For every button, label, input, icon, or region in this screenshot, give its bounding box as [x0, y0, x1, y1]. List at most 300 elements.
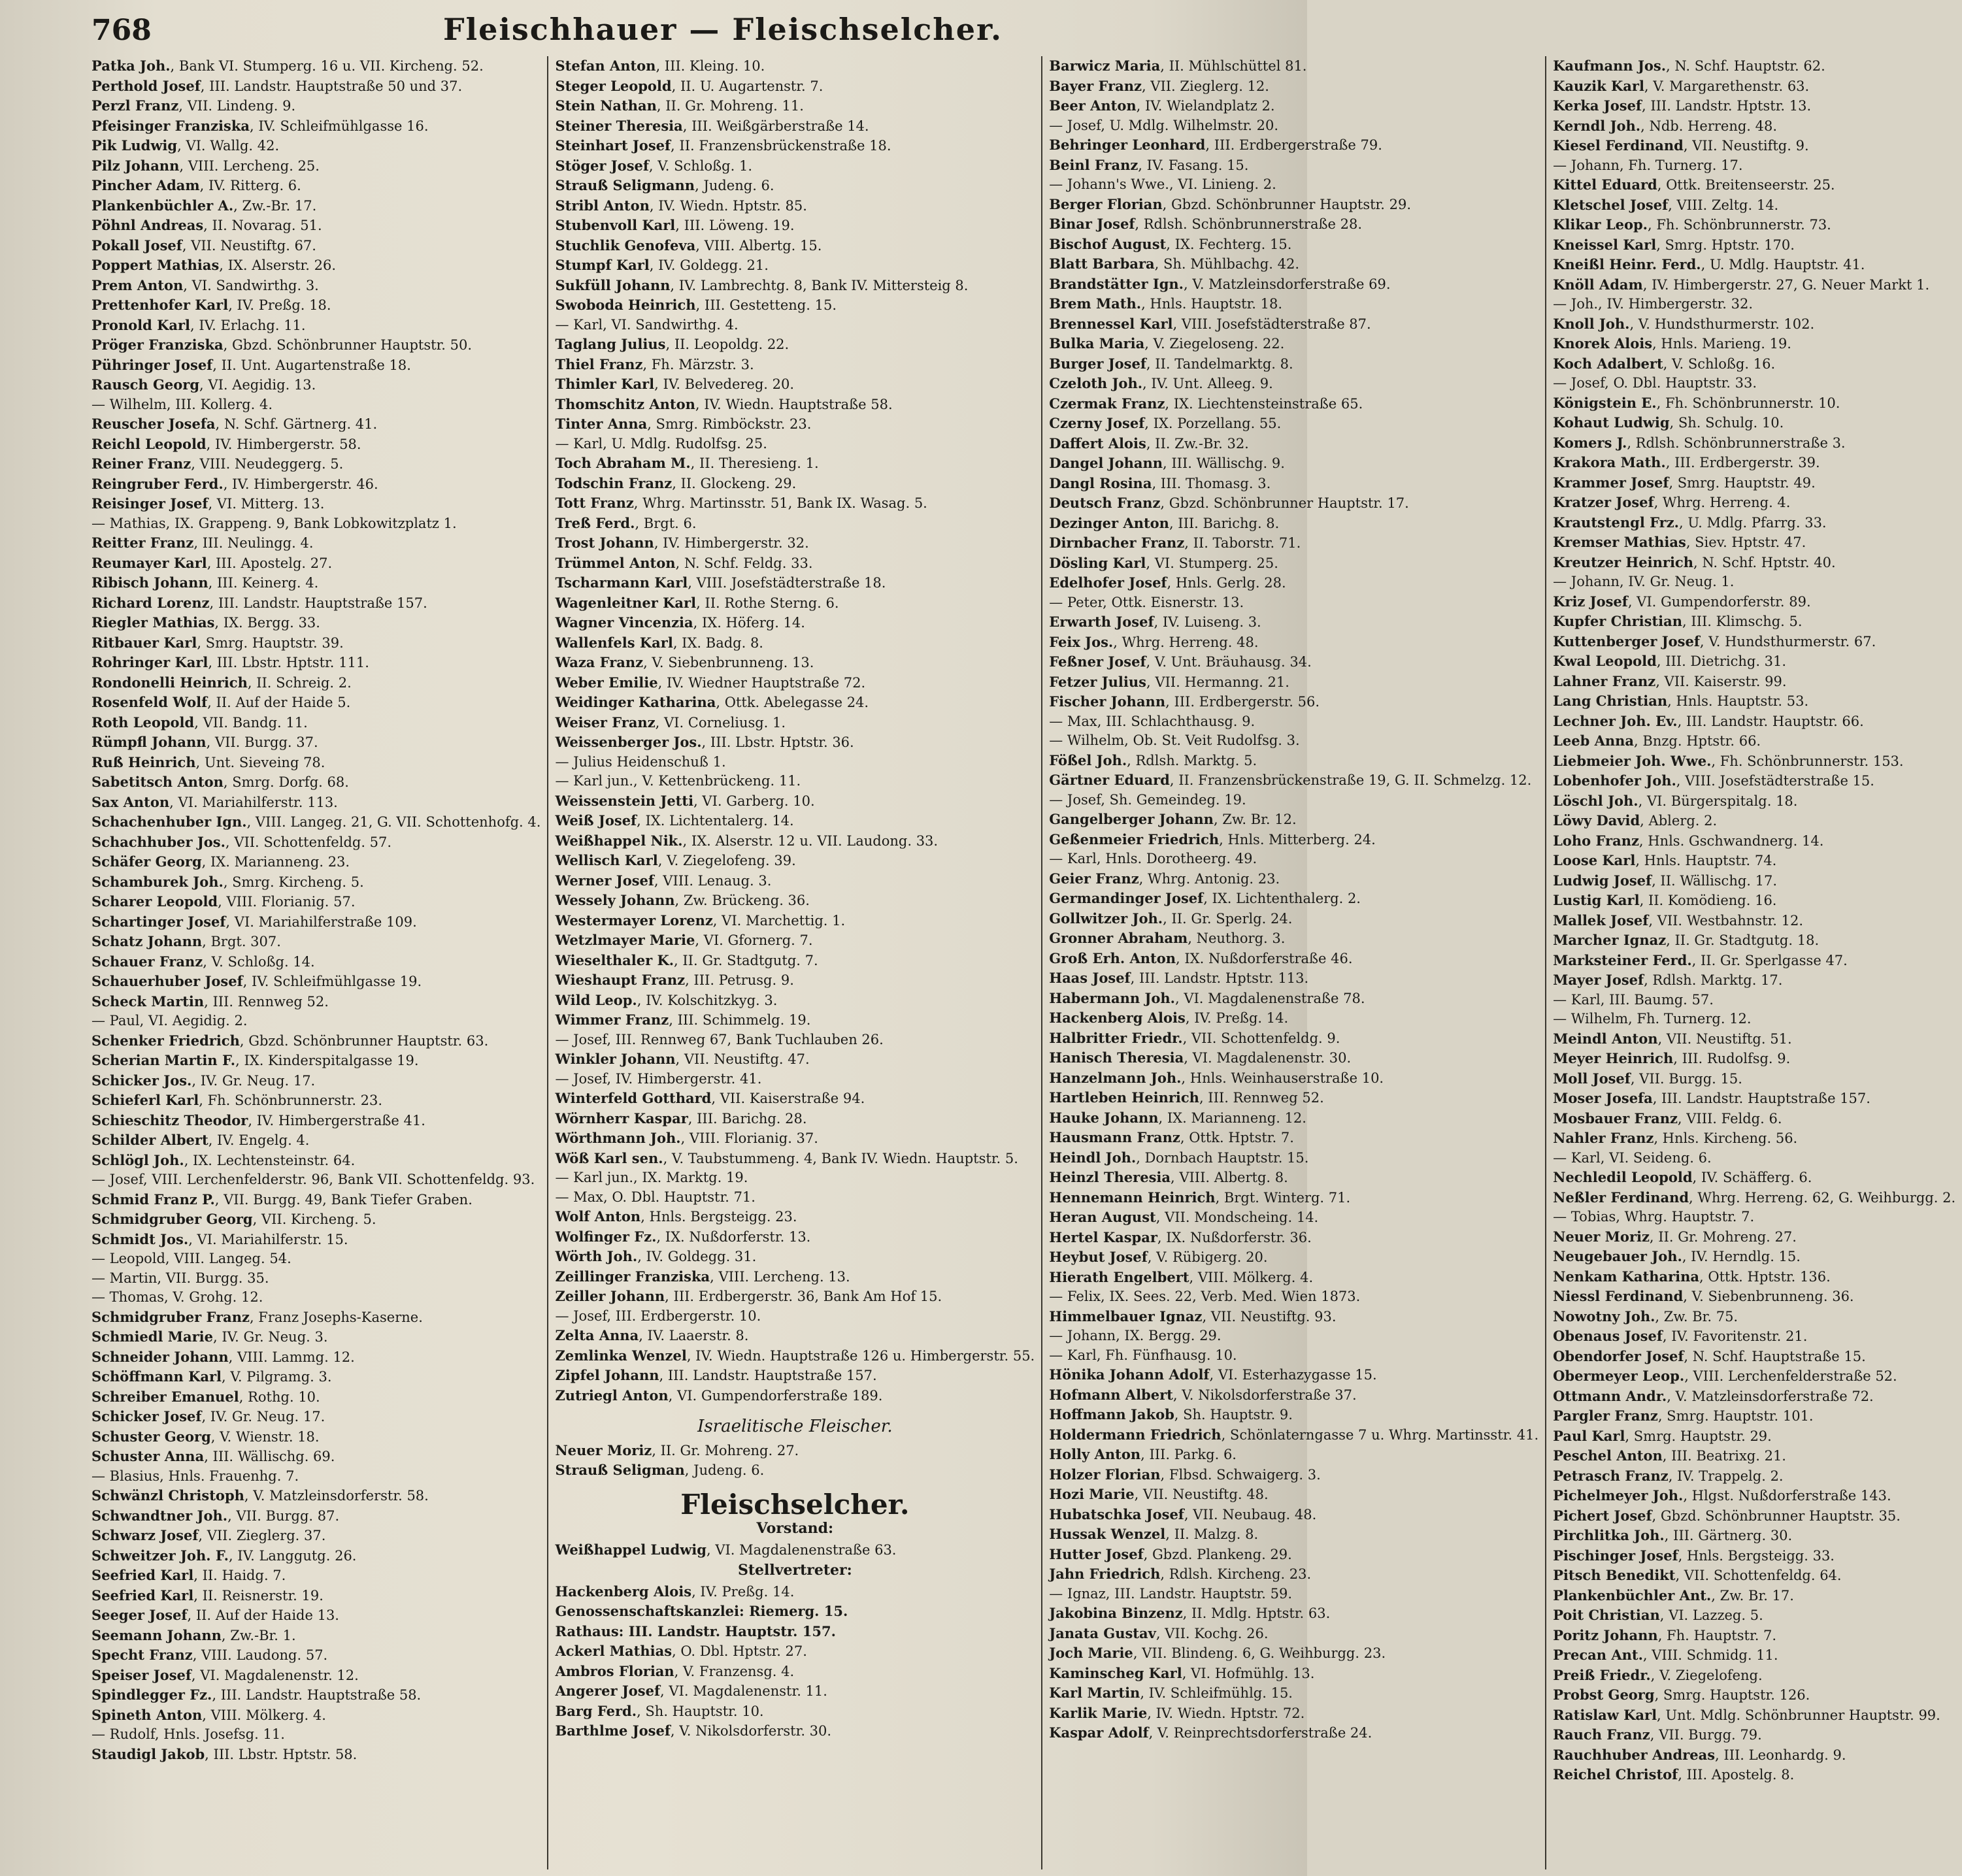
directory-entry: Sax Anton, VI. Mariahilferstr. 113. [91, 793, 338, 810]
directory-entry: Zutriegl Anton, VI. Gumpendorferstraße 189. [555, 1387, 883, 1404]
directory-entry: Jakobina Binzenz, II. Mdlg. Hptstr. 63. [1049, 1605, 1331, 1621]
directory-entry: Löwy David, Ablerg. 2. [1553, 812, 1718, 829]
directory-entry: Groß Erh. Anton, IX. Nußdorferstraße 46. [1049, 949, 1353, 966]
directory-entry: Sukfüll Johann, IV. Lambrechtg. 8, Bank IV. Mittersteig 8. [555, 276, 969, 293]
directory-entry: Wörnherr Kaspar, III. Barichg. 28. [555, 1110, 807, 1127]
directory-entry: Plankenbüchler Ant., Zw. Br. 17. [1553, 1587, 1794, 1604]
directory-entry: Schieferl Karl, Fh. Schönbrunnerstr. 23. [91, 1092, 383, 1108]
directory-entry: Pichelmeyer Joh., Hlgst. Nußdorferstraße 143. [1553, 1487, 1891, 1504]
directory-entry: Hofmann Albert, V. Nikolsdorferstraße 37. [1049, 1386, 1357, 1403]
directory-entry: — Karl jun., IX. Marktg. 19. [555, 1170, 748, 1185]
directory-entry: — Paul, VI. Aegidig. 2. [91, 1013, 248, 1029]
directory-entry: Janata Gustav, VII. Kochg. 26. [1049, 1624, 1269, 1641]
directory-entry: — Tobias, Whrg. Hauptstr. 7. [1553, 1209, 1755, 1225]
directory-entry: Schartinger Josef, VI. Mariahilferstraße 109. [91, 913, 417, 930]
directory-entry: Binar Josef, Rdlsh. Schönbrunnerstraße 28. [1049, 216, 1363, 232]
directory-entry: Reitter Franz, III. Neulingg. 4. [91, 535, 314, 551]
directory-entry: Hauke Johann, IX. Marianneng. 12. [1049, 1109, 1306, 1126]
directory-entry: Obenaus Josef, IV. Favoritenstr. 21. [1553, 1328, 1808, 1344]
directory-entry: Czerny Josef, IX. Porzellang. 55. [1049, 415, 1282, 431]
directory-entry: — Thomas, V. Grohg. 12. [91, 1289, 263, 1305]
directory-entry: Perthold Josef, III. Landstr. Hauptstraße 50 und 37. [91, 77, 463, 94]
directory-entry: Himmelbauer Ignaz, VII. Neustiftg. 93. [1049, 1308, 1337, 1325]
directory-entry: Pühringer Josef, II. Unt. Augartenstraße 18. [91, 356, 411, 373]
directory-entry: Moll Josef, VII. Burgg. 15. [1553, 1070, 1742, 1087]
directory-entry: Koch Adalbert, V. Schloßg. 16. [1553, 355, 1776, 372]
directory-entry: Pischinger Josef, Hnls. Bergsteigg. 33. [1553, 1547, 1835, 1564]
directory-entry: Schilder Albert, IV. Engelg. 4. [91, 1132, 310, 1148]
directory-entry: Werner Josef, VIII. Lenaug. 3. [555, 872, 772, 889]
directory-entry: Wellisch Karl, V. Ziegelofeng. 39. [555, 852, 796, 868]
directory-entry: Barg Ferd., Sh. Hauptstr. 10. [555, 1702, 764, 1719]
directory-entry: Seeger Josef, II. Auf der Haide 13. [91, 1607, 339, 1623]
directory-entry: — Josef, III. Rennweg 67, Bank Tuchlauben 26. [555, 1031, 884, 1047]
directory-entry: Gollwitzer Joh., II. Gr. Sperlg. 24. [1049, 910, 1293, 927]
directory-entry: Gärtner Eduard, II. Franzensbrückenstraße 19, G. II. Schmelzg. 12. [1049, 772, 1532, 788]
directory-entry: — Johann's Wwe., VI. Linieng. 2. [1049, 176, 1276, 192]
directory-entry: Wessely Johann, Zw. Brückeng. 36. [555, 892, 810, 908]
directory-entry: Scheck Martin, III. Rennweg 52. [91, 993, 329, 1010]
directory-entry: Genossenschaftskanzlei: Riemerg. 15. [555, 1603, 848, 1619]
directory-entry: Schicker Josef, IV. Gr. Neug. 17. [91, 1408, 325, 1424]
directory-entry: Ludwig Josef, II. Wällischg. 17. [1553, 872, 1778, 889]
section-heading-israelite: Israelitische Fleischer. [697, 1417, 893, 1436]
directory-entry: Schicker Jos., IV. Gr. Neug. 17. [91, 1072, 316, 1089]
directory-entry: Schatz Johann, Brgt. 307. [91, 933, 281, 949]
directory-entry: Reuscher Josefa, N. Schf. Gärtnerg. 41. [91, 416, 378, 432]
directory-entry: Schuster Anna, III. Wällischg. 69. [91, 1448, 335, 1464]
directory-entry: Rausch Georg, VI. Aegidig. 13. [91, 376, 316, 393]
directory-entry: Speiser Josef, VI. Magdalenenstr. 12. [91, 1666, 359, 1683]
directory-entry: Haas Josef, III. Landstr. Hptstr. 113. [1049, 970, 1309, 986]
directory-entry: Liebmeier Joh. Wwe., Fh. Schönbrunnerstr. 153. [1553, 752, 1904, 769]
directory-entry: Loose Karl, Hnls. Hauptstr. 74. [1553, 852, 1777, 868]
directory-entry: Wieselthaler K., II. Gr. Stadtgutg. 7. [555, 951, 818, 968]
directory-entry: Lang Christian, Hnls. Hauptstr. 53. [1553, 693, 1809, 709]
directory-entry: Thomschitz Anton, IV. Wiedn. Hauptstraße 58. [555, 395, 893, 412]
directory-entry: Brem Math., Hnls. Hauptstr. 18. [1049, 295, 1283, 312]
directory-entry: Hackenberg Alois, IV. Preßg. 14. [555, 1583, 795, 1600]
directory-entry: Schneider Johann, VIII. Lammg. 12. [91, 1348, 355, 1365]
directory-entry: Spineth Anton, VIII. Mölkerg. 4. [91, 1706, 326, 1723]
directory-entry: Wimmer Franz, III. Schimmelg. 19. [555, 1012, 811, 1028]
directory-entry: Dezinger Anton, III. Barichg. 8. [1049, 514, 1280, 531]
directory-entry: Schamburek Joh., Smrg. Kircheng. 5. [91, 873, 364, 890]
directory-entry: Nenkam Katharina, Ottk. Hptstr. 136. [1553, 1268, 1831, 1285]
directory-entry: Gronner Abraham, Neuthorg. 3. [1049, 930, 1286, 946]
directory-entry: Knorek Alois, Hnls. Marieng. 19. [1553, 335, 1791, 352]
directory-entry: Geßenmeier Friedrich, Hnls. Mitterberg. 24. [1049, 831, 1376, 847]
directory-entry: Weiß Josef, IX. Lichtentalerg. 14. [555, 812, 794, 829]
directory-entry: Reisinger Josef, VI. Mitterg. 13. [91, 495, 325, 512]
directory-entry: Pronold Karl, IV. Erlachg. 11. [91, 316, 306, 333]
directory-entry: Nahler Franz, Hnls. Kircheng. 56. [1553, 1130, 1798, 1146]
directory-entry: Schmidgruber Georg, VII. Kircheng. 5. [91, 1211, 376, 1227]
directory-entry: — Felix, IX. Sees. 22, Verb. Med. Wien 1873. [1049, 1289, 1361, 1304]
directory-entry: Steger Leopold, II. U. Augartenstr. 7. [555, 77, 823, 94]
directory-entry: Poppert Mathias, IX. Alserstr. 26. [91, 257, 337, 273]
directory-entry: Loho Franz, Hnls. Gschwandnerg. 14. [1553, 832, 1824, 849]
directory-entry: Stein Nathan, II. Gr. Mohreng. 11. [555, 97, 804, 114]
directory-entry: Hozi Marie, VII. Neustiftg. 48. [1049, 1486, 1269, 1502]
directory-entry: Rauchhuber Andreas, III. Leonhardg. 9. [1553, 1746, 1846, 1763]
directory-entry: Pik Ludwig, VI. Wallg. 42. [91, 137, 280, 154]
directory-entry: Bayer Franz, VII. Zieglerg. 12. [1049, 77, 1269, 94]
directory-entry: Dirnbacher Franz, II. Taborstr. 71. [1049, 535, 1301, 551]
directory-entry: Pfeisinger Franziska, IV. Schleifmühlgasse 16. [91, 117, 429, 134]
directory-entry: Krakora Math., III. Erdbergerstr. 39. [1553, 454, 1820, 470]
directory-entry: — Johann, Fh. Turnerg. 17. [1553, 157, 1743, 173]
directory-entry: Dösling Karl, VI. Stumperg. 25. [1049, 554, 1278, 571]
directory-entry: Probst Georg, Smrg. Hauptstr. 126. [1553, 1687, 1810, 1703]
directory-entry: Prettenhofer Karl, IV. Preßg. 18. [91, 297, 331, 313]
directory-entry: Kremser Mathias, Siev. Hptstr. 47. [1553, 534, 1806, 550]
directory-entry: Schwandtner Joh., VII. Burgg. 87. [91, 1507, 340, 1524]
directory-entry: Kupfer Christian, III. Klimschg. 5. [1553, 613, 1803, 629]
directory-entry: Hartleben Heinrich, III. Rennweg 52. [1049, 1089, 1324, 1106]
directory-entry: Schauer Franz, V. Schloßg. 14. [91, 953, 315, 970]
directory-entry: Czeloth Joh., IV. Unt. Alleeg. 9. [1049, 375, 1273, 391]
directory-entry: — Mathias, IX. Grappeng. 9, Bank Lobkowitzplatz 1. [91, 515, 457, 531]
directory-entry: Schwänzl Christoph, V. Matzleinsdorferstr. 58. [91, 1487, 429, 1504]
directory-entry: Nechledil Leopold, IV. Schäfferg. 6. [1553, 1169, 1812, 1185]
directory-entry: Wolfinger Fz., IX. Nußdorferstr. 13. [555, 1228, 811, 1245]
directory-entry: Barthlme Josef, V. Nikolsdorferstr. 30. [555, 1722, 832, 1739]
directory-entry: Reiner Franz, VIII. Neudeggerg. 5. [91, 455, 344, 472]
directory-entry: — Karl, U. Mdlg. Rudolfsg. 25. [555, 435, 767, 452]
directory-entry: Winkler Johann, VII. Neustiftg. 47. [555, 1051, 810, 1067]
directory-entry: Hutter Josef, Gbzd. Plankeng. 29. [1049, 1545, 1292, 1562]
directory-entry: Stubenvoll Karl, III. Löweng. 19. [555, 217, 795, 233]
directory-entry: Schöffmann Karl, V. Pilgramg. 3. [91, 1368, 332, 1385]
directory-entry: Wolf Anton, Hnls. Bergsteigg. 23. [555, 1208, 797, 1225]
directory-entry: Paul Karl, Smrg. Hauptstr. 29. [1553, 1427, 1772, 1444]
directory-entry: — Wilhelm, Ob. St. Veit Rudolfsg. 3. [1049, 732, 1300, 748]
directory-entry: Schreiber Emanuel, Rothg. 10. [91, 1388, 320, 1405]
directory-entry: — Josef, III. Erdbergerstr. 10. [555, 1308, 761, 1324]
column-3 [1041, 56, 1545, 1869]
directory-entry: — Karl, VI. Seideng. 6. [1553, 1149, 1712, 1166]
directory-entry: Hackenberg Alois, IV. Preßg. 14. [1049, 1010, 1289, 1026]
directory-entry: Nowotny Joh., Zw. Br. 75. [1553, 1308, 1738, 1325]
directory-entry: Hussak Wenzel, II. Malzg. 8. [1049, 1526, 1259, 1542]
directory-entry: Knöll Adam, IV. Himbergerstr. 27, G. Neuer Markt 1. [1553, 276, 1930, 293]
directory-entry: Schauerhuber Josef, IV. Schleifmühlgasse 19. [91, 973, 422, 989]
directory-entry: Zeiller Johann, III. Erdbergerstr. 36, Bank Am Hof 15. [555, 1288, 942, 1304]
directory-entry: Waza Franz, V. Siebenbrunneng. 13. [555, 654, 814, 670]
directory-entry: Plankenbüchler A., Zw.-Br. 17. [91, 197, 317, 214]
directory-entry: Petrasch Franz, IV. Trappelg. 2. [1553, 1467, 1784, 1484]
directory-entry: Heran August, VII. Mondscheing. 14. [1049, 1209, 1319, 1225]
directory-entry: Kriz Josef, VI. Gumpendorferstr. 89. [1553, 593, 1811, 610]
directory-entry: Seefried Karl, II. Reisnerstr. 19. [91, 1587, 324, 1604]
directory-entry: Beer Anton, IV. Wielandplatz 2. [1049, 97, 1275, 114]
directory-entry: Sabetitsch Anton, Smrg. Dorfg. 68. [91, 774, 349, 790]
directory-entry: Knoll Joh., V. Hundsthurmerstr. 102. [1553, 315, 1815, 332]
directory-entry: Tinter Anna, Smrg. Rimböckstr. 23. [555, 416, 812, 432]
directory-entry: Zelta Anna, IV. Laaerstr. 8. [555, 1327, 749, 1343]
section-heading-fleischselcher: Fleischselcher. [680, 1488, 910, 1521]
directory-entry: Weißhappel Ludwig, VI. Magdalenenstraße 63. [555, 1541, 897, 1558]
directory-entry: Obermeyer Leop., VIII. Lerchenfelderstraße 52. [1553, 1368, 1897, 1384]
directory-entry: Kratzer Josef, Whrg. Herreng. 4. [1553, 494, 1791, 510]
directory-entry: Steiner Theresia, III. Weißgärberstraße 14. [555, 117, 869, 134]
directory-entry: Fößel Joh., Rdlsh. Marktg. 5. [1049, 751, 1257, 768]
directory-entry: Riegler Mathias, IX. Bergg. 33. [91, 614, 320, 631]
directory-entry: Dangel Johann, III. Wällischg. 9. [1049, 455, 1285, 471]
directory-entry: Heindl Joh., Dornbach Hauptstr. 15. [1049, 1149, 1309, 1166]
deputy-label: Stellvertreter: [737, 1562, 852, 1579]
directory-entry: Pargler Franz, Smrg. Hauptstr. 101. [1553, 1407, 1814, 1424]
directory-entry: Leeb Anna, Bnzg. Hptstr. 66. [1553, 732, 1761, 749]
directory-entry: Thiel Franz, Fh. Märzstr. 3. [555, 355, 754, 372]
directory-entry: Meindl Anton, VII. Neustiftg. 51. [1553, 1030, 1792, 1047]
directory-entry: Bulka Maria, V. Ziegeloseng. 22. [1049, 335, 1285, 352]
directory-entry: Hertel Kaspar, IX. Nußdorferstr. 36. [1049, 1228, 1312, 1245]
directory-entry: — Josef, IV. Himbergerstr. 41. [555, 1070, 762, 1087]
directory-entry: — Martin, VII. Burgg. 35. [91, 1270, 269, 1286]
directory-entry: Lobenhofer Joh., VIII. Josefstädterstraße 15. [1553, 772, 1874, 789]
directory-entry: Moser Josefa, III. Landstr. Hauptstraße 157. [1553, 1090, 1871, 1106]
directory-entry: Weissenstein Jetti, VI. Garberg. 10. [555, 792, 815, 809]
directory-entry: Todschin Franz, II. Glockeng. 29. [555, 474, 797, 491]
directory-entry: Brandstätter Ign., V. Matzleinsdorferstraße 69. [1049, 275, 1391, 292]
directory-entry: Germandinger Josef, IX. Lichtenthalerg. 2. [1049, 890, 1361, 906]
directory-entry: Mallek Josef, VII. Westbahnstr. 12. [1553, 912, 1804, 929]
directory-entry: Bischof August, IX. Fechterg. 15. [1049, 235, 1292, 252]
directory-entry: — Wilhelm, Fh. Turnerg. 12. [1553, 1011, 1752, 1027]
directory-entry: Hanisch Theresia, VI. Magdalenenstr. 30. [1049, 1049, 1352, 1066]
directory-entry: Krammer Josef, Smrg. Hauptstr. 49. [1553, 474, 1816, 491]
directory-entry: Toch Abraham M., II. Theresieng. 1. [555, 455, 819, 471]
directory-entry: Daffert Alois, II. Zw.-Br. 32. [1049, 435, 1249, 452]
directory-entry: — Josef, O. Dbl. Hauptstr. 33. [1553, 375, 1757, 391]
directory-entry: — Joh., IV. Himbergerstr. 32. [1553, 296, 1754, 312]
directory-entry: — Josef, Sh. Gemeindeg. 19. [1049, 791, 1246, 808]
directory-entry: Mosbauer Franz, VIII. Feldg. 6. [1553, 1110, 1782, 1127]
directory-entry: Hausmann Franz, Ottk. Hptstr. 7. [1049, 1129, 1294, 1145]
directory-entry: Feix Jos., Whrg. Herreng. 48. [1049, 633, 1259, 650]
directory-entry: — Josef, U. Mdlg. Wilhelmstr. 20. [1049, 117, 1279, 133]
directory-entry: Tscharmann Karl, VIII. Josefstädterstraße 18. [555, 574, 886, 591]
directory-entry: Schachhuber Jos., VII. Schottenfeldg. 57. [91, 833, 392, 850]
directory-entry: Wetzlmayer Marie, VI. Gfornerg. 7. [555, 932, 813, 948]
directory-entry: Reumayer Karl, III. Apostelg. 27. [91, 554, 333, 571]
directory-entry: Hubatschka Josef, VII. Neubaug. 48. [1049, 1506, 1317, 1522]
directory-entry: Neßler Ferdinand, Whrg. Herreng. 62, G. Weihburgg. 2. [1553, 1189, 1956, 1206]
directory-entry: Karl Martin, IV. Schleifmühlg. 15. [1049, 1685, 1293, 1701]
directory-entry: Pröger Franziska, Gbzd. Schönbrunner Hauptstr. 50. [91, 337, 473, 353]
directory-entry: Rauch Franz, VII. Burgg. 79. [1553, 1726, 1762, 1743]
directory-entry: Zeillinger Franziska, VIII. Lercheng. 13. [555, 1268, 850, 1285]
directory-entry: Neuer Moriz, II. Gr. Mohreng. 27. [555, 1441, 799, 1458]
directory-entry: Wagenleitner Karl, II. Rothe Sterng. 6. [555, 594, 839, 611]
directory-entry: Trümmel Anton, N. Schf. Feldg. 33. [555, 554, 813, 571]
directory-entry: Kuttenberger Josef, V. Hundsthurmerstr. 67. [1553, 633, 1876, 650]
directory-entry: Pirchlitka Joh., III. Gärtnerg. 30. [1553, 1527, 1793, 1543]
directory-entry: Lustig Karl, II. Komödieng. 16. [1553, 892, 1777, 908]
directory-entry: Roth Leopold, VII. Bandg. 11. [91, 714, 308, 731]
directory-entry: Perzl Franz, VII. Lindeng. 9. [91, 97, 296, 114]
directory-entry: Wild Leop., IV. Kolschitzkyg. 3. [555, 991, 778, 1008]
directory-entry: Rohringer Karl, III. Lbstr. Hptstr. 111. [91, 654, 369, 670]
directory-entry: Fischer Johann, III. Erdbergerstr. 56. [1049, 693, 1320, 710]
directory-entry: — Leopold, VIII. Langeg. 54. [91, 1251, 291, 1266]
directory-entry: Heinzl Theresia, VIII. Albertg. 8. [1049, 1169, 1288, 1185]
directory-entry: Kerka Josef, III. Landstr. Hptstr. 13. [1553, 97, 1812, 114]
directory-entry: Stribl Anton, IV. Wiedn. Hptstr. 85. [555, 197, 807, 214]
directory-entry: Hennemann Heinrich, Brgt. Winterg. 71. [1049, 1189, 1351, 1206]
directory-entry: Kwal Leopold, III. Dietrichg. 31. [1553, 653, 1787, 669]
directory-entry: Stuchlik Genofeva, VIII. Albertg. 15. [555, 237, 822, 254]
directory-entry: Blatt Barbara, Sh. Mühlbachg. 42. [1049, 255, 1299, 272]
directory-entry: Precan Ant., VIII. Schmidg. 11. [1553, 1647, 1778, 1663]
directory-entry: — Max, O. Dbl. Hauptstr. 71. [555, 1189, 756, 1205]
directory-entry: Pincher Adam, IV. Ritterg. 6. [91, 177, 301, 193]
directory-entry: Richard Lorenz, III. Landstr. Hauptstraße 157. [91, 594, 427, 611]
directory-entry: Ruß Heinrich, Unt. Sieveing 78. [91, 753, 325, 770]
directory-entry: Reingruber Ferd., IV. Himbergerstr. 46. [91, 475, 378, 492]
directory-entry: Habermann Joh., VI. Magdalenenstraße 78. [1049, 989, 1365, 1006]
directory-entry: Wagner Vincenzia, IX. Höferg. 14. [555, 614, 805, 631]
directory-entry: Rosenfeld Wolf, II. Auf der Haide 5. [91, 694, 351, 710]
directory-entry: Behringer Leonhard, III. Erdbergerstraße 79. [1049, 137, 1382, 153]
directory-entry: Wieshaupt Franz, III. Petrusg. 9. [555, 972, 794, 988]
directory-entry: Schmid Franz P., VII. Burgg. 49, Bank Tiefer Graben. [91, 1191, 473, 1208]
directory-entry: Tott Franz, Whrg. Martinsstr. 51, Bank IX. Wasag. 5. [555, 495, 927, 511]
directory-entry: Schmiedl Marie, IV. Gr. Neug. 3. [91, 1328, 328, 1345]
directory-entry: Taglang Julius, II. Leopoldg. 22. [555, 336, 790, 352]
directory-entry: — Blasius, Hnls. Frauenhg. 7. [91, 1468, 299, 1484]
directory-entry: Stumpf Karl, IV. Goldegg. 21. [555, 257, 769, 273]
directory-entry: Kreutzer Heinrich, N. Schf. Hptstr. 40. [1553, 553, 1836, 570]
directory-entry: — Karl, VI. Sandwirthg. 4. [555, 316, 739, 333]
column-4 [1545, 56, 1962, 1869]
directory-entry: Obendorfer Josef, N. Schf. Hauptstraße 15. [1553, 1347, 1866, 1364]
directory-entry: Meyer Heinrich, III. Rudolfsg. 9. [1553, 1050, 1791, 1066]
directory-entry: Kneißl Heinr. Ferd., U. Mdlg. Hauptstr. 41. [1553, 256, 1865, 272]
directory-entry: Weißhappel Nik., IX. Alserstr. 12 u. VII. Laudong. 33. [555, 832, 939, 849]
directory-entry: — Rudolf, Hnls. Josefsg. 11. [91, 1726, 285, 1742]
directory-entry: Pichert Josef, Gbzd. Schönbrunner Hauptstr. 35. [1553, 1507, 1901, 1524]
directory-entry: Weissenberger Jos., III. Lbstr. Hptstr. 36. [555, 734, 854, 750]
directory-entry: Feßner Josef, V. Unt. Bräuhausg. 34. [1049, 653, 1312, 670]
directory-entry: Kittel Eduard, Ottk. Breitenseerstr. 25. [1553, 176, 1835, 193]
directory-entry: — Karl jun., V. Kettenbrückeng. 11. [555, 773, 801, 789]
directory-entry: — Julius Heidenschuß 1. [555, 753, 726, 770]
directory-entry: Lahner Franz, VII. Kaiserstr. 99. [1553, 672, 1787, 689]
page-header [91, 0, 1276, 56]
directory-entry: Angerer Josef, VI. Magdalenenstr. 11. [555, 1683, 827, 1699]
directory-entry: Niessl Ferdinand, V. Siebenbrunneng. 36. [1553, 1288, 1854, 1304]
directory-entry: Ritbauer Karl, Smrg. Hauptstr. 39. [91, 634, 344, 651]
directory-entry: Marksteiner Ferd., II. Gr. Sperlgasse 47. [1553, 951, 1848, 968]
directory-entry: Kaufmann Jos., N. Schf. Hauptstr. 62. [1553, 58, 1825, 74]
directory-entry: Heybut Josef, V. Rübigerg. 20. [1049, 1249, 1268, 1265]
directory-entry: Stefan Anton, III. Kleing. 10. [555, 58, 765, 74]
directory-entry: Hoffmann Jakob, Sh. Hauptstr. 9. [1049, 1406, 1293, 1423]
column-2 [547, 56, 1041, 1869]
directory-entry: Burger Josef, II. Tandelmarktg. 8. [1049, 355, 1293, 372]
directory-entry: Prem Anton, VI. Sandwirthg. 3. [91, 276, 319, 293]
directory-entry: Swoboda Heinrich, III. Gestetteng. 15. [555, 297, 837, 313]
directory-entry: Strauß Seligman, Judeng. 6. [555, 1462, 765, 1478]
directory-entry: Königstein E., Fh. Schönbrunnerstr. 10. [1553, 394, 1840, 411]
directory-entry: Fetzer Julius, VII. Hermanng. 21. [1049, 673, 1289, 690]
directory-entry: Scherian Martin F., IX. Kinderspitalgasse 19. [91, 1052, 419, 1068]
directory-columns [91, 56, 1956, 1869]
directory-entry: Holzer Florian, Flbsd. Schwaigerg. 3. [1049, 1466, 1321, 1483]
directory-entry: Kaminscheg Karl, VI. Hofmühlg. 13. [1049, 1664, 1315, 1681]
directory-entry: Peschel Anton, III. Beatrixg. 21. [1553, 1447, 1786, 1464]
directory-entry: Ambros Florian, V. Franzensg. 4. [555, 1662, 795, 1679]
directory-entry: Kerndl Joh., Ndb. Herreng. 48. [1553, 117, 1778, 134]
directory-entry: Gangelberger Johann, Zw. Br. 12. [1049, 811, 1297, 827]
directory-entry: Rondonelli Heinrich, II. Schreig. 2. [91, 674, 352, 691]
directory-entry: Mayer Josef, Rdlsh. Marktg. 17. [1553, 972, 1783, 988]
directory-entry: Jahn Friedrich, Rdlsh. Kircheng. 23. [1049, 1566, 1312, 1582]
directory-entry: Holdermann Friedrich, Schönlaterngasse 7 u. Whrg. Martinsstr. 41. [1049, 1426, 1539, 1443]
directory-entry: Pokall Josef, VII. Neustiftg. 67. [91, 237, 316, 254]
directory-entry: Ribisch Johann, III. Keinerg. 4. [91, 574, 319, 591]
directory-entry: Pilz Johann, VIII. Lercheng. 25. [91, 157, 320, 174]
directory-entry: Rathaus: III. Landstr. Hauptstr. 157. [555, 1622, 836, 1639]
directory-entry: — Johann, IX. Bergg. 29. [1049, 1328, 1222, 1343]
directory-entry: Barwicz Maria, II. Mühlschüttel 81. [1049, 58, 1307, 74]
directory-entry: Wallenfels Karl, IX. Badg. 8. [555, 634, 763, 651]
directory-entry: — Johann, IV. Gr. Neug. 1. [1553, 574, 1735, 589]
directory-entry: Kauzik Karl, V. Margarethenstr. 63. [1553, 77, 1810, 94]
directory-entry: Reichel Christof, III. Apostelg. 8. [1553, 1766, 1795, 1783]
directory-entry: Treß Ferd., Brgt. 6. [555, 514, 697, 531]
directory-entry: Trost Johann, IV. Himbergerstr. 32. [555, 535, 809, 551]
directory-entry: Kletschel Josef, VIII. Zeltg. 14. [1553, 196, 1779, 213]
directory-entry: Krautstengl Frz., U. Mdlg. Pfarrg. 33. [1553, 514, 1827, 531]
directory-entry: Kneissel Karl, Smrg. Hptstr. 170. [1553, 236, 1795, 253]
directory-entry: Neugebauer Joh., IV. Herndlg. 15. [1553, 1248, 1801, 1264]
directory-entry: — Karl, Hnls. Dorotheerg. 49. [1049, 851, 1257, 866]
directory-entry: Schmidgruber Franz, Franz Josephs-Kaserne. [91, 1308, 423, 1325]
directory-entry: Erwarth Josef, IV. Luiseng. 3. [1049, 614, 1261, 630]
directory-entry: Schuster Georg, V. Wienstr. 18. [91, 1428, 320, 1445]
directory-entry: Deutsch Franz, Gbzd. Schönbrunner Hauptstr. 17. [1049, 495, 1409, 511]
directory-entry: Rümpfl Johann, VII. Burgg. 37. [91, 734, 318, 750]
directory-entry: Hanzelmann Joh., Hnls. Weinhauserstraße 10. [1049, 1069, 1384, 1086]
directory-entry: Zipfel Johann, III. Landstr. Hauptstraße 157. [555, 1367, 877, 1383]
directory-entry: Neuer Moriz, II. Gr. Mohreng. 27. [1553, 1228, 1797, 1245]
directory-entry: Zemlinka Wenzel, IV. Wiedn. Hauptstraße 126 u. Himbergerstr. 55. [555, 1347, 1035, 1364]
directory-entry: Westermayer Lorenz, VI. Marchettig. 1. [555, 912, 846, 929]
directory-entry: Reichl Leopold, IV. Himbergerstr. 58. [91, 435, 361, 452]
directory-entry: Seemann Johann, Zw.-Br. 1. [91, 1626, 296, 1643]
directory-entry: Holly Anton, III. Parkg. 6. [1049, 1446, 1237, 1462]
directory-entry: Löschl Joh., VI. Bürgerspitalg. 18. [1553, 792, 1798, 809]
directory-entry: Schlögl Joh., IX. Lechtensteinstr. 64. [91, 1151, 356, 1168]
directory-entry: Specht Franz, VIII. Laudong. 57. [91, 1647, 328, 1663]
directory-entry: — Karl, Fh. Fünfhausg. 10. [1049, 1347, 1237, 1363]
directory-entry: Wörthmann Joh., VIII. Florianig. 37. [555, 1130, 818, 1146]
directory-entry: Hierath Engelbert, VIII. Mölkerg. 4. [1049, 1268, 1314, 1285]
directory-entry: — Wilhelm, III. Kollerg. 4. [91, 396, 273, 412]
directory-entry: Schachenhuber Ign., VIII. Langeg. 21, G. VII. Schottenhofg. 4. [91, 814, 541, 830]
directory-entry: Patka Joh., Bank VI. Stumperg. 16 u. VII. Kircheng. 52. [91, 58, 484, 74]
directory-entry: Komers J., Rdlsh. Schönbrunnerstraße 3. [1553, 434, 1846, 451]
column-1 [91, 56, 547, 1869]
directory-entry: — Peter, Ottk. Eisnerstr. 13. [1049, 594, 1244, 610]
directory-entry: Karlik Marie, IV. Wiedn. Hptstr. 72. [1049, 1704, 1305, 1721]
directory-entry: Beinl Franz, IV. Fasang. 15. [1049, 156, 1249, 173]
directory-entry: Schieschitz Theodor, IV. Himbergerstraße 41. [91, 1111, 425, 1128]
